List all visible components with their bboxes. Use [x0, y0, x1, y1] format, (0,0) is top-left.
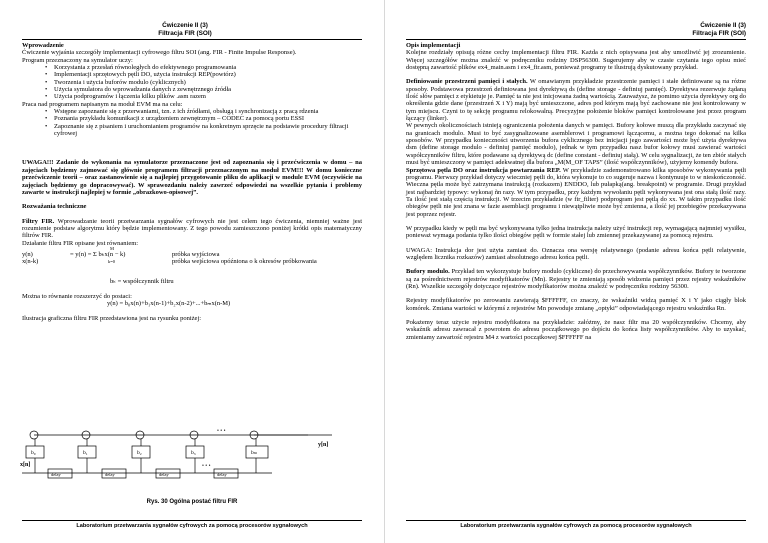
page-footer: Laboratorium przetwarzania sygnałów cyfrowych za pomocą procesorów sygnałowych: [22, 520, 362, 529]
delay-label: delay: [51, 472, 61, 477]
list-item: • Implementacji sprzętowych pętli DO, użycia instrukcji REP(powtórz): [54, 71, 362, 78]
dots-top: • • •: [217, 428, 226, 434]
header-subtitle: Filtracja FIR (SOI): [158, 30, 212, 37]
learn-list: [22, 64, 362, 101]
expand-equation: y(n) = b₀x(n)+b₁x(n-1)+b₂x(n-2)+...+bₘx(n-M): [107, 300, 231, 308]
rep-paragraph: W przypadku kiedy w pętli ma być wykonywana tylko jedna instrukcja należy użyć instrukcji rep, wymagającą najmniej wysiłku, ponieważ wymaga podania tylko ilości obiegów pętli w formie stałej lub zmiennej przekazywanej za pomocą rejestru.: [406, 224, 746, 240]
list-item: • Użycia symulatora do wprowadzania danych z zewnętrznego źródła: [54, 86, 362, 93]
uwaga-paragraph: UWAGA: Instrukcja dor jest użyta zamiast do. Oznacza ona wersję relatywnego (podanie adresu końca pętli relatywnie, względem licznika rozkazów) zamiast absolutnego adresu końca pętli.: [406, 246, 746, 261]
def-paragraph: [406, 78, 746, 122]
equation-block: [22, 247, 362, 293]
def-lead: Definiowanie przestrzeni pamięci i stałych.: [406, 78, 528, 86]
filters-paragraph: [22, 218, 362, 240]
list-item: • Tworzenia i użycia buforów modulo (cyklicznych): [54, 79, 362, 86]
def-text: W omawianym przykładzie przestrzenie pamięci i stałe definiowane są na różne sposoby. Podstawowa przestrzeń definiowana jest dyrektywą ds (define storage - definiuj pamięć). Dyrektywa rezerwuje żądaną ilość słów pamięci z etykietuje je. Pamięć ta nie jest inicjowana żadną wartością. Zauważysz, że pomimo użycia dyrektywy org do określenia gdzie dane (przestrzeń X i Y) mają być umieszczone, adres pod którym mają być zachowane nie jest kontrolowany w tym miejscu. Czyni to tę sekcję programu relokowalną. Precyzyjne położenie bloków pamięci kontrolowane jest przez program łączący (linker).: [406, 78, 746, 123]
list-item: • Poznania przykładu komunikacji z urządzeniem zewnętrznym – CODEC za pomocą portu ESSI: [54, 115, 362, 122]
list-item: • Wstępne zapoznanie się z przerwaniami, tzn. z ich źródłami, obsługą i synchronizacją z pracą rdzenia: [54, 108, 362, 115]
header-title: Ćwiczenie II (3): [162, 22, 208, 29]
header-rule: [22, 39, 362, 40]
list-item: • Użycia podprogramów i łączenia kilku plików .asm razem: [54, 93, 362, 100]
modulo-paragraph: [406, 268, 746, 290]
intro-title: Wprowadzenie: [22, 42, 64, 49]
eq-sum-bottom: k=0: [108, 258, 116, 264]
evm-list: [22, 108, 362, 137]
page-footer: Laboratorium przetwarzania sygnałów cyfrowych za pomocą procesorów sygnałowych: [406, 520, 746, 529]
evm-intro: Praca nad programem napisanym na moduł EVM ma na celu:: [22, 100, 183, 108]
warning-paragraph: UWAGA!!! Zadanie do wykonania na symulatorze przeznaczone jest od zapoznania się i przećwiczenia w domu – na zajęciach będziemy zajmować się głównie programem filtracji przeznaczonym na moduł EVM!!! W domu konieczne przećwiczenie teorii – oraz zastanowienie się a najlepiej przygotowanie pliku do aplikacji w module EVM (oczywiście na zajęciach będziemy go dopracowywać). W sprawozdaniu należy zawrzeć odpowiedzi na wszelkie pytania i problemy zawarte w instrukcji najlepiej w formie „obrazkowo-opisowej”.: [22, 159, 362, 196]
right-content: [406, 42, 746, 341]
delay-label: delay: [159, 472, 169, 477]
page-header: [110, 22, 260, 38]
modulo-lead: Bufory modulo.: [406, 268, 450, 276]
delay-label: delay: [105, 472, 115, 477]
eq-x: x(n-k): [22, 257, 39, 265]
header-rule: [406, 39, 746, 40]
page-header: [626, 22, 746, 38]
coeff-label: b₁: [83, 450, 88, 456]
intro-paragraph-2: Program przeznaczony na symulator uczy:: [22, 56, 133, 64]
eq-sum-top: M: [110, 245, 115, 251]
eq-b-desc: bₖ = współczynnik filtru: [110, 277, 174, 285]
hw-lead: Sprzętowa pętla DO oraz instrukcja powtarzania REP.: [406, 166, 561, 174]
figure-caption: Rys. 30 Ogólna postać filtru FIR: [146, 499, 238, 505]
filters-lead: Filtry FIR.: [22, 217, 55, 225]
hw-text: W przykładzie zademonstrowano kilka sposobów wykonywania pętli programu. Pierwszy przykład dotyczy wieczniej pętli do, która wykonuje to co sugeruje nazwa i kontynuuje to w nieskończoność. Wieczna pętla może być zatrzymana instrukcją (rozkazem) ENDDO, lub pułapką(ang. breakpoint) w programie. Drugi przykład jest najbardziej typowy: wykonaj ñn razy. W tym przypadku, przy każdym wywołaniu pętli wykonywana jest ona stałą ilość razy. Ta ilość jest stałą częścią instrukcji. W trzecim przykładzie (w fir_filter) podprogram jest pętlą do xx. W takim przypadku ilość obiegów pętli nie jest znana w fazie asemblacji programu i niewątpliwie może być zmienna, a ilość jej przebiegów przekazywana jest poprzez rejestr.: [406, 166, 746, 218]
coeff-label: b₃: [191, 450, 196, 456]
equation-intro: Działanie filtru FIR opisane jest równaniem:: [22, 239, 139, 247]
header-title: Ćwiczenie II (3): [700, 22, 746, 29]
buffer-paragraph: W pewnych okolicznościach istnieją ograniczenia położenia danych w pamięci. Bufory kołowe muszą dla przykładu zaczynać się na granicach modulo. Musi to być zasygnalizowane asemblerowi i programowi łączącemu, a można tego dokonać na kilka sposobów. W przypadku konieczności utworzenia bufora cyklicznego bez inicjacji jego zawartości może być użyta dyrektywa dsm (define storage modulo - definiuj pamięć modulo), jednak w tym przypadku nasz bufor kołowy musi zawierać wartości współczynników filtru, które podawane są dyrektywą dc (define constant - definiuj stałą). W celu sygnalizacji, że ten zbiór stałych musi być umieszczony w pamięci adekwatnej dla bufora „M(M_OF TAPS” (ilość współczynników), użyjemy komendy bufora.: [406, 122, 746, 167]
example-paragraph: Pokażemy teraz użycie rejestru modyfikatora na przykładzie: załóżmy, że nasz filtr ma 20 współczynników. Chcemy, aby wskaźnik adresu zawracał z powrotem do adresu początkowego po dojściu do końca listy współczynników. Aby to uzyskać, zmieniamy zawartość rejestru M4 z wartości początkowej $FFFFFF na: [406, 319, 746, 341]
right-page: [384, 0, 768, 543]
filters-text: Wprowadzanie teorii przetwarzania sygnałów cyfrowych nie jest celem tego ćwiczenia, niemniej ważne jest rozumienie podstaw algorytmu który będzie implementowany. Z tego powodu zamieszczono poniżej krótki opis matematyczny filtrów FIR.: [22, 217, 363, 240]
list-item: • Korzystania z przesłań równoległych do efektywnego programowania: [54, 64, 362, 71]
input-label: x[n]: [20, 462, 31, 468]
intro-paragraph: Ćwiczenie wyjaśnia szczegóły implementacji cyfrowego filtru SOI (ang. FIR - Finite Impulse Response).: [22, 49, 297, 57]
output-label: y[n]: [318, 442, 329, 448]
delay-label: delay: [217, 472, 227, 477]
coeff-label: bₘ: [251, 450, 258, 456]
theory-title: Rozważania techniczne: [22, 203, 87, 211]
eq-x-desc: próbka wejściowa opóźniona o k okresów próbkowania: [172, 257, 317, 265]
eq-y: y(n): [22, 250, 33, 258]
impl-paragraph: Kolejne rozdziały opisują różne cechy implementacji filtru FIR. Każda z nich opisywana jest aby umożliwić jej zrozumienie. Więcej szczegółów można znaleźć w podręczniku rodziny DSP56300. Sugerujemy aby w czasie czytania tego opisu mieć dostępną zawartość plików ex4_main.asm i ex4_fir.asm, ponieważ programy te ilustrują dyskutowany przykład.: [406, 49, 746, 72]
expand-intro: Można to równanie rozszerzyć do postaci:: [22, 292, 132, 300]
eq-formula: = y(n) = Σ bₖx(n − k): [70, 250, 126, 258]
modulo-text: Przykład ten wykorzystuje bufory modulo (cykliczne) do przechowywania współczynników. Bufory te tworzone są za pośrednictwem rejestrów modyfikatorów (Mn). Rejestry te zmieniają sposób widzenia pamięci przez rejestry wskaźników (Rn). Wszelkie szczegóły dotyczące rejestrów modyfikatorów można znaleźć w podręczniku rodziny 56300.: [406, 268, 746, 290]
impl-title: Opis implementacji: [406, 42, 461, 49]
hw-loop-paragraph: [406, 167, 746, 218]
fir-diagram: [22, 428, 362, 498]
dots-bottom: • • •: [202, 463, 211, 469]
left-content: [22, 42, 362, 322]
coeff-label: b₂: [137, 450, 142, 456]
eq-y-desc: próbka wyjściowa: [172, 250, 220, 258]
coeff-label: b₀: [31, 450, 36, 456]
list-item: • Zapoznanie się z pisaniem i uruchomianiem programów na konkretnym sprzęcie na podstawie procedury filtracji cyfrowej: [54, 123, 362, 138]
header-subtitle: Filtracja FIR (SOI): [692, 30, 746, 37]
figure-intro: Ilustracja graficzna filtru FIR przedstawiona jest na rysunku poniżej:: [22, 314, 202, 322]
register-paragraph: Rejestry modyfikatorów po zerowaniu zawierają $FFFFFF, co znaczy, że wskaźniki widzą pamięć X i Y jako ciągły blok komórek. Zmiana wartości w którymś z rejestrów Mn powoduje zmianę „optyki” odpowiadającego rejestru wskaźnika Rn.: [406, 297, 746, 312]
